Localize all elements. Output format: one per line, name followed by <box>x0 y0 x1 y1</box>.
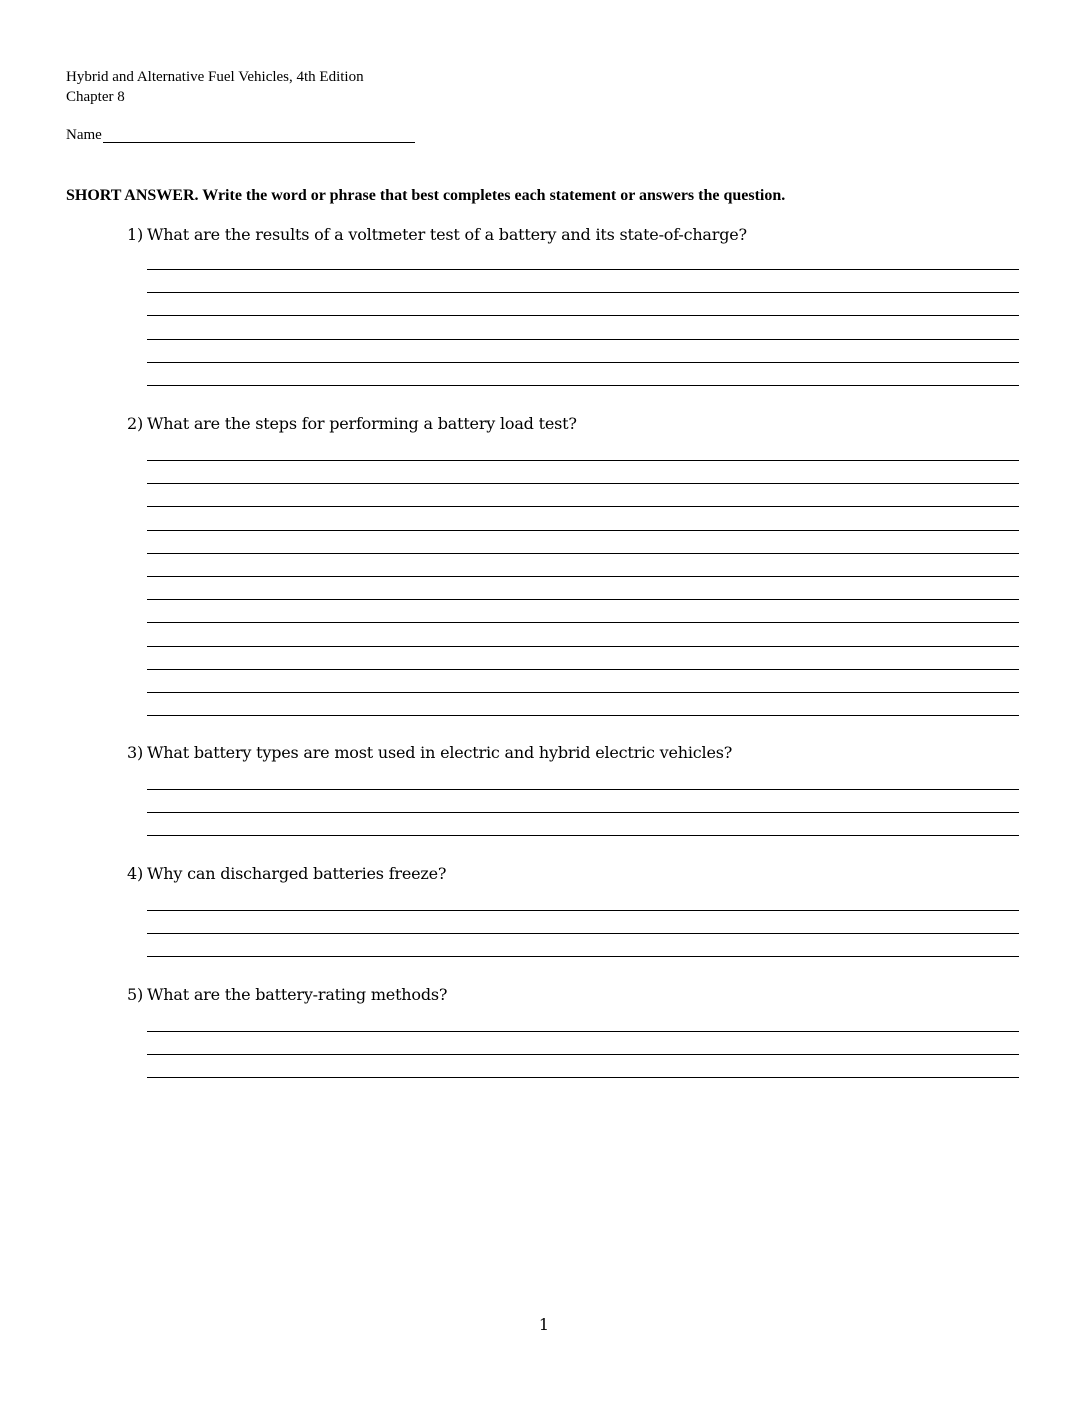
name-field[interactable] <box>103 141 415 143</box>
question-4 <box>127 863 446 885</box>
answer-line[interactable] <box>147 622 1019 623</box>
page-number: 1 <box>538 1315 550 1334</box>
answer-line[interactable] <box>147 692 1019 693</box>
answer-line[interactable] <box>147 530 1019 531</box>
question-5 <box>127 984 447 1006</box>
answer-line[interactable] <box>147 646 1019 647</box>
chapter-label: Chapter 8 <box>66 89 125 105</box>
answer-line[interactable] <box>147 669 1019 670</box>
answer-line[interactable] <box>147 933 1019 934</box>
answer-line[interactable] <box>147 292 1019 293</box>
answer-line[interactable] <box>147 812 1019 813</box>
answer-line[interactable] <box>147 715 1019 716</box>
question-2 <box>127 413 577 435</box>
answer-line[interactable] <box>147 506 1019 507</box>
answer-line[interactable] <box>147 789 1019 790</box>
answer-line[interactable] <box>147 599 1019 600</box>
question-number: 3) <box>127 743 144 762</box>
question-1 <box>127 224 747 246</box>
question-number: 4) <box>127 864 144 883</box>
answer-line[interactable] <box>147 910 1019 911</box>
answer-line[interactable] <box>147 1054 1019 1055</box>
question-text: What are the battery-rating methods? <box>147 985 448 1004</box>
answer-line[interactable] <box>147 269 1019 270</box>
answer-line[interactable] <box>147 1031 1019 1032</box>
answer-line[interactable] <box>147 553 1019 554</box>
name-label: Name <box>66 127 102 143</box>
answer-line[interactable] <box>147 576 1019 577</box>
book-title: Hybrid and Alternative Fuel Vehicles, 4th Edition <box>66 69 364 85</box>
answer-line[interactable] <box>147 385 1019 386</box>
answer-line[interactable] <box>147 835 1019 836</box>
question-number: 2) <box>127 414 144 433</box>
answer-line[interactable] <box>147 460 1019 461</box>
question-number: 5) <box>127 985 144 1004</box>
answer-line[interactable] <box>147 339 1019 340</box>
name-row <box>66 125 415 145</box>
question-text: What battery types are most used in electric and hybrid electric vehicles? <box>147 743 733 762</box>
instructions: SHORT ANSWER. Write the word or phrase that best completes each statement or answers the question. <box>66 187 786 204</box>
answer-line[interactable] <box>147 483 1019 484</box>
question-text: What are the results of a voltmeter test of a battery and its state-of-charge? <box>147 225 747 244</box>
question-text: What are the steps for performing a battery load test? <box>147 414 577 433</box>
question-number: 1) <box>127 225 144 244</box>
answer-line[interactable] <box>147 1077 1019 1078</box>
answer-line[interactable] <box>147 362 1019 363</box>
question-text: Why can discharged batteries freeze? <box>147 864 447 883</box>
question-3 <box>127 742 732 764</box>
answer-line[interactable] <box>147 956 1019 957</box>
answer-line[interactable] <box>147 315 1019 316</box>
